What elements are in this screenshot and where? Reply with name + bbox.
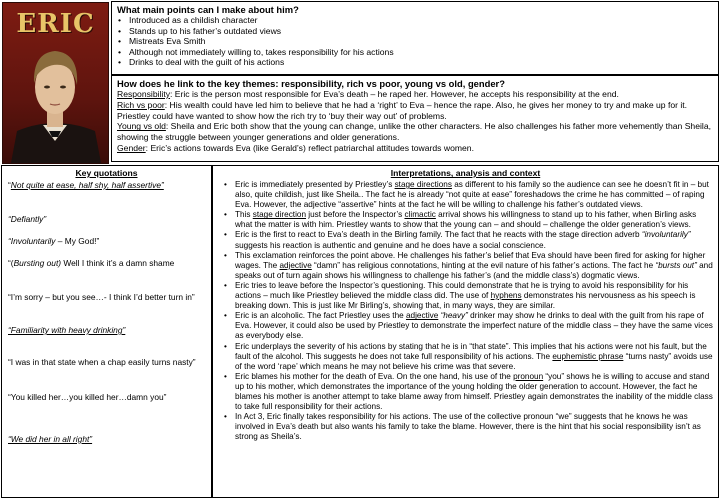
list-item: • Eric is immediately presented by Priestley’s stage directions as different to his family so the audience can see he doesn’t fit in – but also, quite childish, just like Sheila.. The fact he is already “not quite at ease” foreshadows the crime he has committed – of raping Eva. However, the adjective “assertive” hints at the fact he will be willing to challenge his father’s outdated views. bbox=[235, 180, 714, 210]
main-points-list bbox=[117, 15, 713, 68]
theme-gender: Gender: Eric’s actions towards Eva (like Gerald’s) reflect patriarchal attitudes towards women. bbox=[117, 142, 474, 153]
portrait-icon bbox=[3, 3, 108, 163]
themes-heading: How does he link to the key themes: responsibility, rich vs poor, young vs old, gender? bbox=[117, 78, 505, 89]
list-item: • Eric is the first to react to Eva’s death in the Birling family. The fact that he reacts with the stage direction adverb “involuntarily” suggests his reaction is authentic and genuine and he does have a social conscience. bbox=[235, 230, 714, 250]
list-item: • This stage direction just before the Inspector’s climactic arrival shows his willingness to stand up to his father, when Birling asks what the matter is with him. Priestley wants to show that the young can – and should – challenge the older generation’s views. bbox=[235, 210, 714, 230]
interpretations-list bbox=[223, 180, 714, 442]
quote-5: “I’m sorry – but you see…- I think I’d better turn in” bbox=[8, 292, 195, 302]
quotations-heading: Key quotations bbox=[75, 168, 138, 178]
quote-1: “Not quite at ease, half shy, half assertive” bbox=[8, 180, 164, 190]
quote-2: “Defiantly” bbox=[8, 214, 47, 224]
main-points-box bbox=[111, 1, 719, 75]
list-item: • Eric tries to leave before the Inspector’s questioning. This could demonstrate that he is trying to avoid his responsibility for his actions – much like Priestley believed the middle class did. The use of hyphens demonstrates his nervousness as his speech is breaking down. This is just like Mr Birling’s, showing that, in many ways, they are similar. bbox=[235, 281, 714, 311]
list-item: • Drinks to deal with the guilt of his actions bbox=[129, 57, 713, 68]
quote-8: “You killed her…you killed her…damn you” bbox=[8, 392, 167, 402]
list-item: • In Act 3, Eric finally takes responsibility for his actions. The use of the collective pronoun “we” suggests that he knows he was involved in Eva’s death but also wants his family to take the blame. However, there is the hint that his social responsibility isn’t as strong as Sheila’s. bbox=[235, 412, 714, 442]
list-item: • Stands up to his father’s outdated views bbox=[129, 26, 713, 37]
eric-poster-image bbox=[2, 2, 109, 164]
themes-box bbox=[111, 75, 719, 162]
theme-responsibility: Responsibility: Eric is the person most responsible for Eva’s death – he raped her. However, he accepts his responsibility at the end. bbox=[117, 89, 619, 99]
theme-young-vs-old: Young vs old: Sheila and Eric both show that the young can change, unlike the other characters. He also challenges his father more vehemently than Sheila, showing the struggle between younger generations and older generations. bbox=[117, 121, 711, 143]
list-item: • Introduced as a childish character bbox=[129, 15, 713, 26]
list-item: • Eric is an alcoholic. The fact Priestley uses the adjective “heavy” drinker may show he drinks to deal with the guilt from his rape of Eva. However, it could also be used by Priestley to demonstrate the imperfect nature of the middle class – they have the same vices as everybody else. bbox=[235, 311, 714, 341]
quotations-column bbox=[1, 165, 212, 498]
quote-9: “We did her in all right” bbox=[8, 434, 93, 444]
theme-rich-vs-poor: Rich vs poor: His wealth could have led him to believe that he had a ‘right’ to Eva – hence the rape. Also, he gives her money to try and make up for it. Priestley could have wanted to show how the rich try to ‘buy their way out’ of problems. bbox=[117, 99, 688, 121]
poster-title: ERIC bbox=[16, 9, 95, 39]
interpretations-column bbox=[212, 165, 719, 498]
quote-3: “Involuntarily – My God!” bbox=[8, 236, 100, 246]
list-item: • Although not immediately willing to, takes responsibility for his actions bbox=[129, 47, 713, 58]
list-item: • Mistreats Eva Smith bbox=[129, 36, 713, 47]
quote-6: “Familiarity with heavy drinking” bbox=[8, 325, 126, 335]
list-item: • Eric underplays the severity of his actions by stating that he is in “that state”. This implies that his actions were not his fault, but the fault of the alcohol. This suggests he does not take full responsibility of his actions. The euphemistic phrase “turns nasty” avoids use of the word ‘rape’ which means he may not believe his crime was that severe. bbox=[235, 342, 714, 372]
quote-7: “I was in that state when a chap easily turns nasty” bbox=[8, 357, 196, 367]
list-item: • Eric blames his mother for the death of Eva. On the one hand, his use of the pronoun “you” shows he is willing to accuse and stand up to his mother, which demonstrates the importance of the young holding the older generation to account. However, the fact he blames his mother is another attempt to take blame away from himself. Priestley again demonstrates the inability of the middle class to take full responsibility for their actions. bbox=[235, 372, 714, 412]
main-points-heading: What main points can I make about him? bbox=[117, 4, 299, 15]
quote-4: “(Bursting out) Well I think it’s a damn shame bbox=[8, 258, 175, 268]
interpretations-heading: Interpretations, analysis and context bbox=[390, 168, 541, 178]
list-item: • This exclamation reinforces the point above. He challenges his father’s belief that Eva should have been fired for asking for higher wages. The adjective “damn” has religious connotations, hinting at the evil nature of his father’s actions. The fact he “bursts out” and speaks out of turn again shows his willingness to challenge his father’s (and the middle class’s) dogmatic views. bbox=[235, 251, 714, 281]
